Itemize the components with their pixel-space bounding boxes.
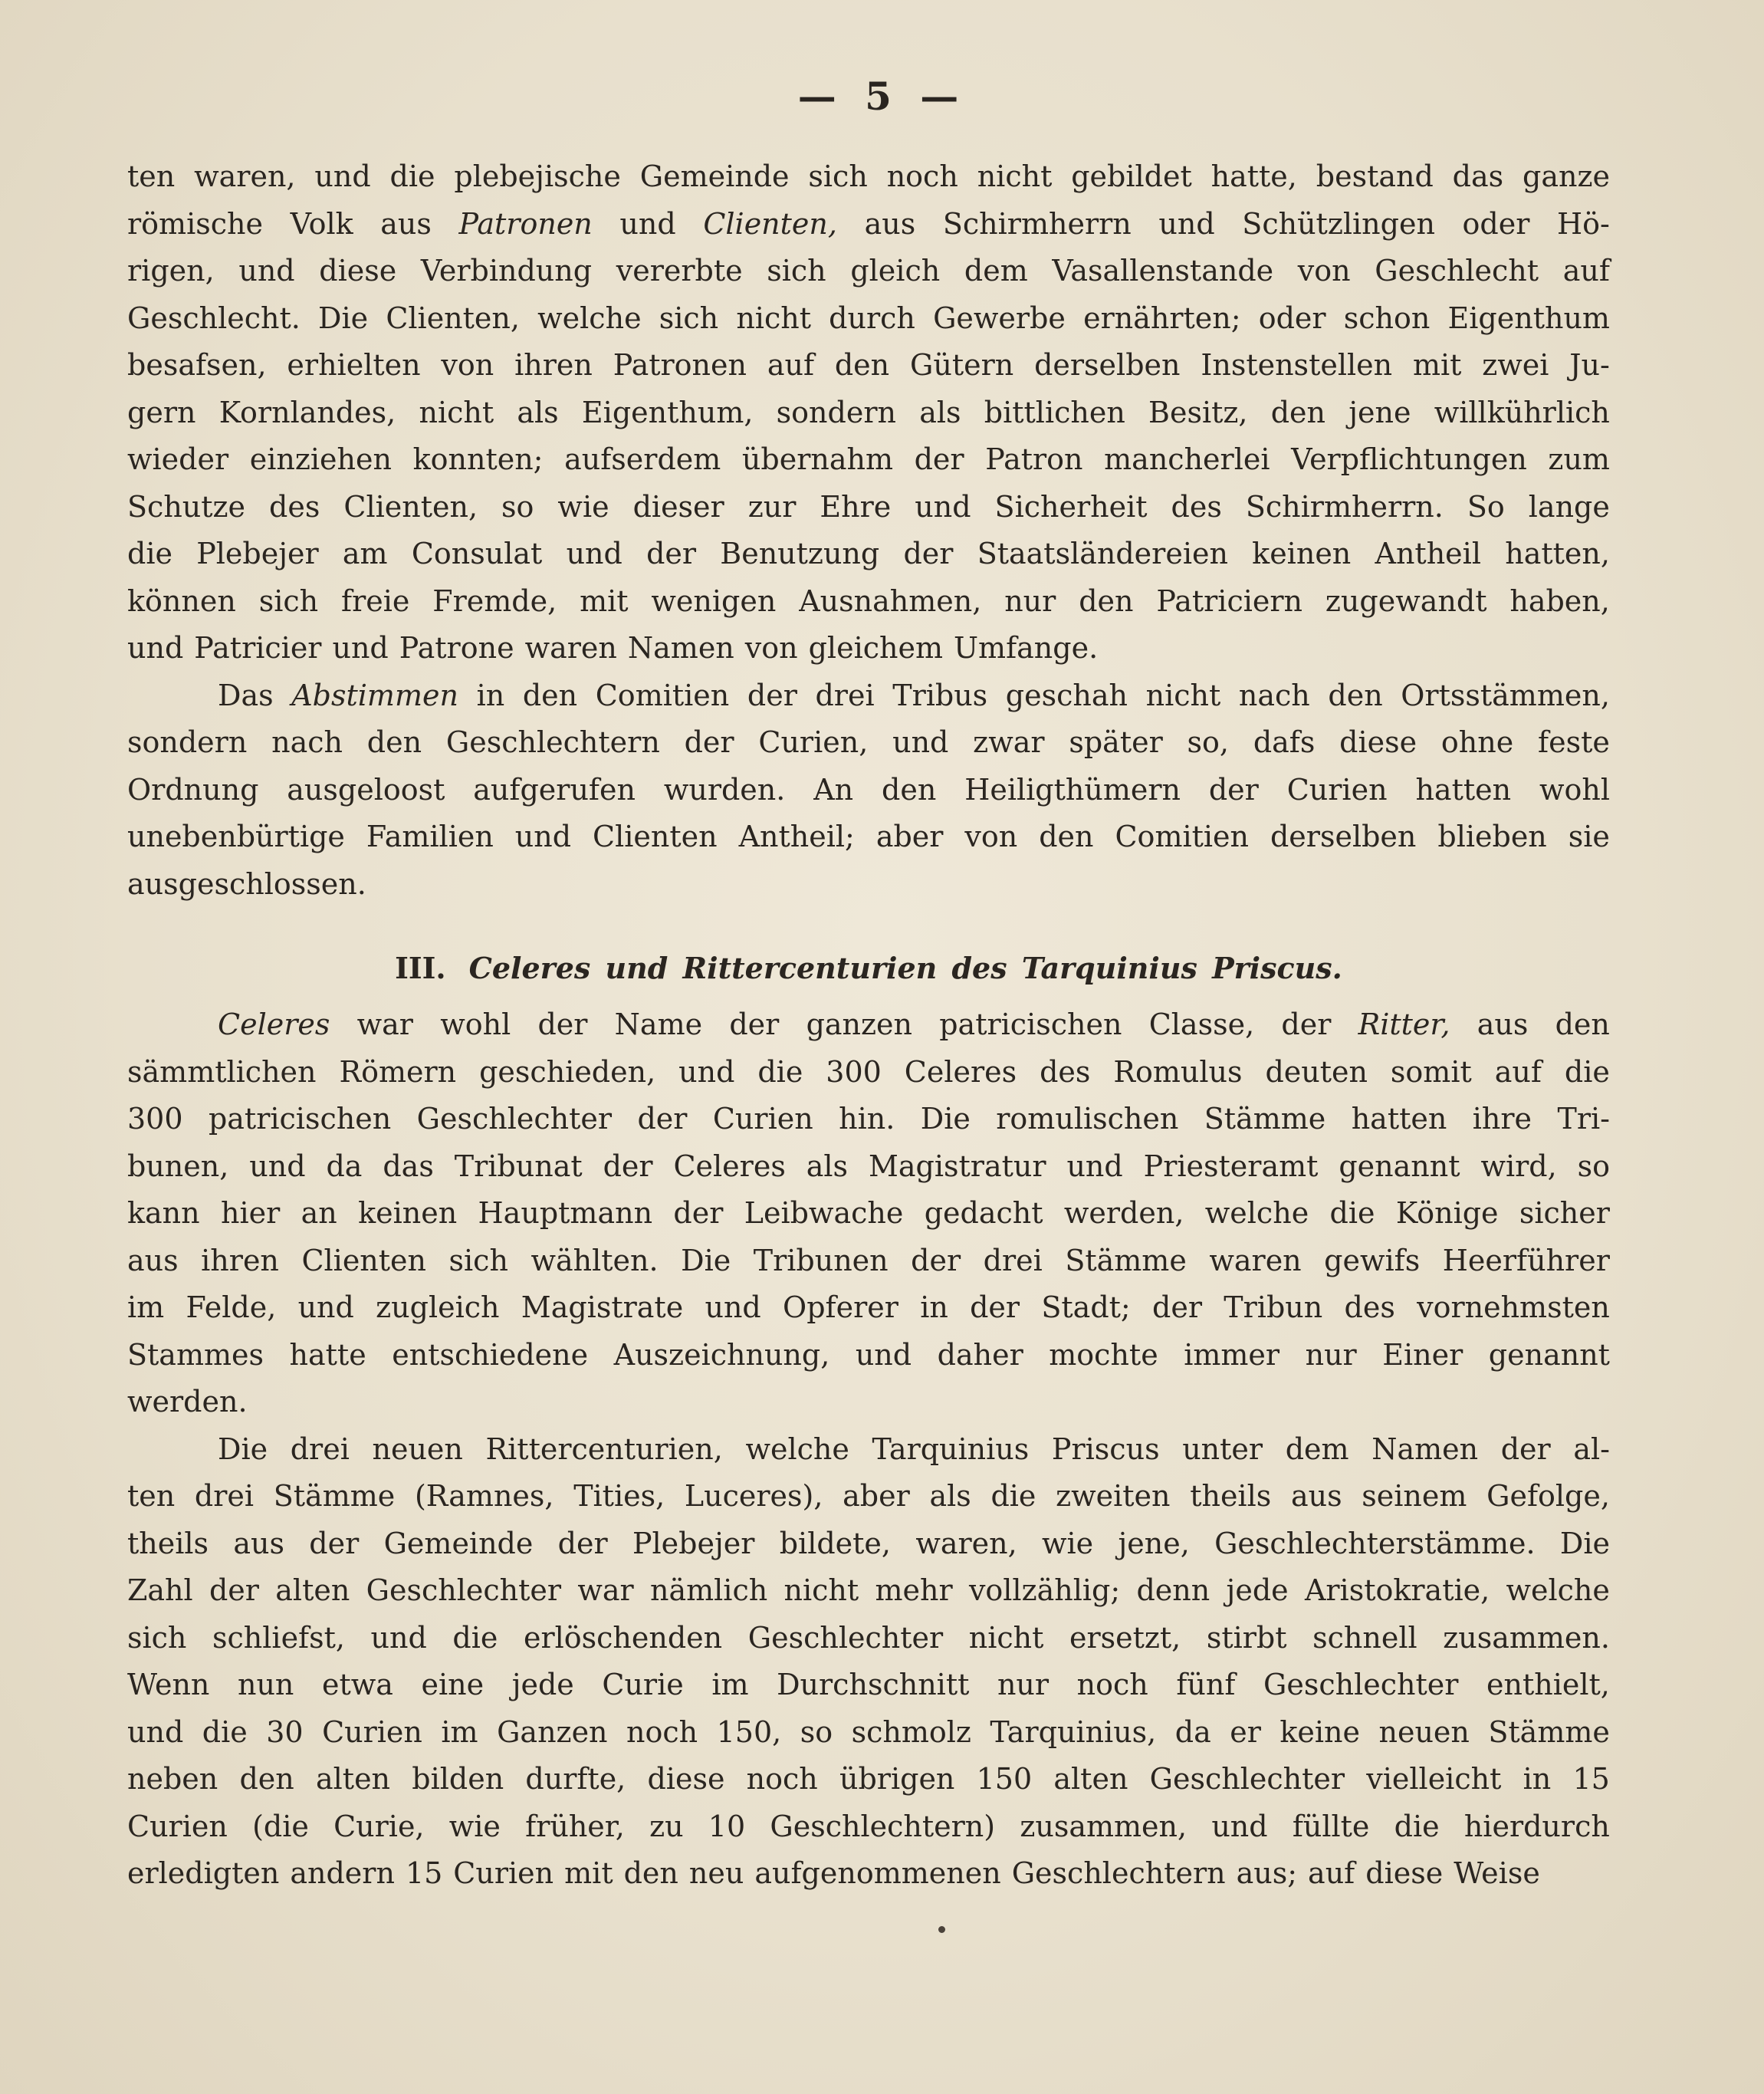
text-line: Ordnung ausgeloost aufgerufen wurden. An den Heiligthümern der Curien hatten wohl bbox=[127, 772, 1610, 807]
text-line: Wenn nun etwa eine jede Curie im Durchschnitt nur noch fünf Geschlechter enthielt, bbox=[127, 1668, 1610, 1701]
text-line: werden. bbox=[127, 1385, 248, 1418]
paragraph-celeres bbox=[127, 1001, 1610, 1426]
text-line: können sich freie Fremde, mit wenigen Ausnahmen, nur den Patriciern zugewandt haben, bbox=[127, 583, 1610, 618]
text-line: bunen, und da das Tribunat der Celeres als Magistratur und Priesteramt genannt wird, so bbox=[127, 1149, 1610, 1183]
text-line: Curien (die Curie, wie früher, zu 10 Geschlechtern) zusammen, und füllte die hierdurch bbox=[127, 1809, 1610, 1843]
text-line: Die drei neuen Rittercenturien, welche Tarquinius Priscus unter dem Namen der al- bbox=[218, 1432, 1610, 1466]
text-line: besafsen, erhielten von ihren Patronen auf den Gütern derselben Instenstellen mit zwei Ju- bbox=[127, 348, 1610, 382]
text-line: Zahl der alten Geschlechter war nämlich nicht mehr vollzählig; denn jede Aristokratie, welche bbox=[127, 1573, 1610, 1607]
text-line: sämmtlichen Römern geschieden, und die 300 Celeres des Romulus deuten somit auf die bbox=[127, 1054, 1610, 1089]
text-line: rigen, und diese Verbindung vererbte sich gleich dem Vasallenstande von Geschlecht auf bbox=[127, 254, 1610, 288]
text-line: wieder einziehen konnten; aufserdem übernahm der Patron mancherlei Verpflichtungen zum bbox=[127, 442, 1610, 476]
text-line: unebenbürtige Familien und Clienten Antheil; aber von den Comitien derselben blieben sie bbox=[127, 820, 1610, 853]
text-line: kann hier an keinen Hauptmann der Leibwache gedacht werden, welche die Könige sicher bbox=[127, 1196, 1610, 1230]
text-line: ten waren, und die plebejische Gemeinde sich noch nicht gebildet hatte, bestand das ganze bbox=[127, 159, 1610, 193]
text-line: und die 30 Curien im Ganzen noch 150, so schmolz Tarquinius, da er keine neuen Stämme bbox=[127, 1714, 1610, 1749]
section-heading bbox=[127, 935, 1610, 1001]
section-number: III. bbox=[395, 951, 446, 985]
text-line: sondern nach den Geschlechtern der Curien, und zwar später so, dafs diese ohne feste bbox=[127, 725, 1610, 759]
section-title: Celeres und Rittercenturien des Tarquinius Priscus. bbox=[468, 951, 1342, 985]
paragraph-voting bbox=[127, 672, 1610, 909]
text-line: und Patricier und Patrone waren Namen von gleichem Umfange. bbox=[127, 631, 1099, 665]
paragraph-rittercenturien bbox=[127, 1426, 1610, 1898]
text-line: Schutze des Clienten, so wie dieser zur Ehre und Sicherheit des Schirmherrn. So lange bbox=[127, 489, 1610, 524]
text-line: die Plebejer am Consulat und der Benutzung der Staatsländereien keinen Antheil hatten, bbox=[127, 537, 1610, 570]
paragraph-clients bbox=[127, 153, 1610, 672]
text-line: römische Volk aus Patronen und Clienten, aus Schirmherrn und Schützlingen oder Hö- bbox=[127, 206, 1610, 241]
text-line: ausgeschlossen. bbox=[127, 866, 366, 901]
text-line: theils aus der Gemeinde der Plebejer bildete, waren, wie jene, Geschlechterstämme. Die bbox=[127, 1526, 1610, 1560]
text-line: neben den alten bilden durfte, diese noch übrigen 150 alten Geschlechter vielleicht in 15 bbox=[127, 1762, 1610, 1796]
text-block-upper bbox=[127, 153, 1610, 908]
text-line: erledigten andern 15 Curien mit den neu aufgenommenen Geschlechtern aus; auf diese Weise bbox=[127, 1856, 1540, 1890]
text-line: ten drei Stämme (Ramnes, Tities, Luceres), aber als die zweiten theils aus seinem Gefolge, bbox=[127, 1479, 1610, 1513]
text-line: 300 patricischen Geschlechter der Curien hin. Die romulischen Stämme hatten ihre Tri- bbox=[127, 1102, 1610, 1136]
text-line: im Felde, und zugleich Magistrate und Opferer in der Stadt; der Tribun des vornehmsten bbox=[127, 1290, 1610, 1324]
page-number: — 5 — bbox=[797, 74, 967, 119]
text-line: Celeres war wohl der Name der ganzen patricischen Classe, der Ritter, aus den bbox=[218, 1008, 1610, 1041]
text-line: sich schliefst, und die erlöschenden Geschlechter nicht ersetzt, stirbt schnell zusammen. bbox=[127, 1620, 1610, 1655]
text-line: Das Abstimmen in den Comitien der drei Tribus geschah nicht nach den Ortsstämmen, bbox=[218, 678, 1610, 712]
text-line: gern Kornlandes, nicht als Eigenthum, sondern als bittlichen Besitz, den jene willkührlich bbox=[127, 395, 1610, 429]
text-line: Geschlecht. Die Clienten, welche sich nicht durch Gewerbe ernährten; oder schon Eigenthum bbox=[127, 301, 1610, 335]
ink-dot bbox=[938, 1926, 945, 1933]
text-line: Stammes hatte entschiedene Auszeichnung, und daher mochte immer nur Einer genannt bbox=[127, 1337, 1610, 1372]
text-line: aus ihren Clienten sich wählten. Die Tribunen der drei Stämme waren gewifs Heerführer bbox=[127, 1243, 1610, 1277]
text-block-lower bbox=[127, 935, 1610, 1898]
